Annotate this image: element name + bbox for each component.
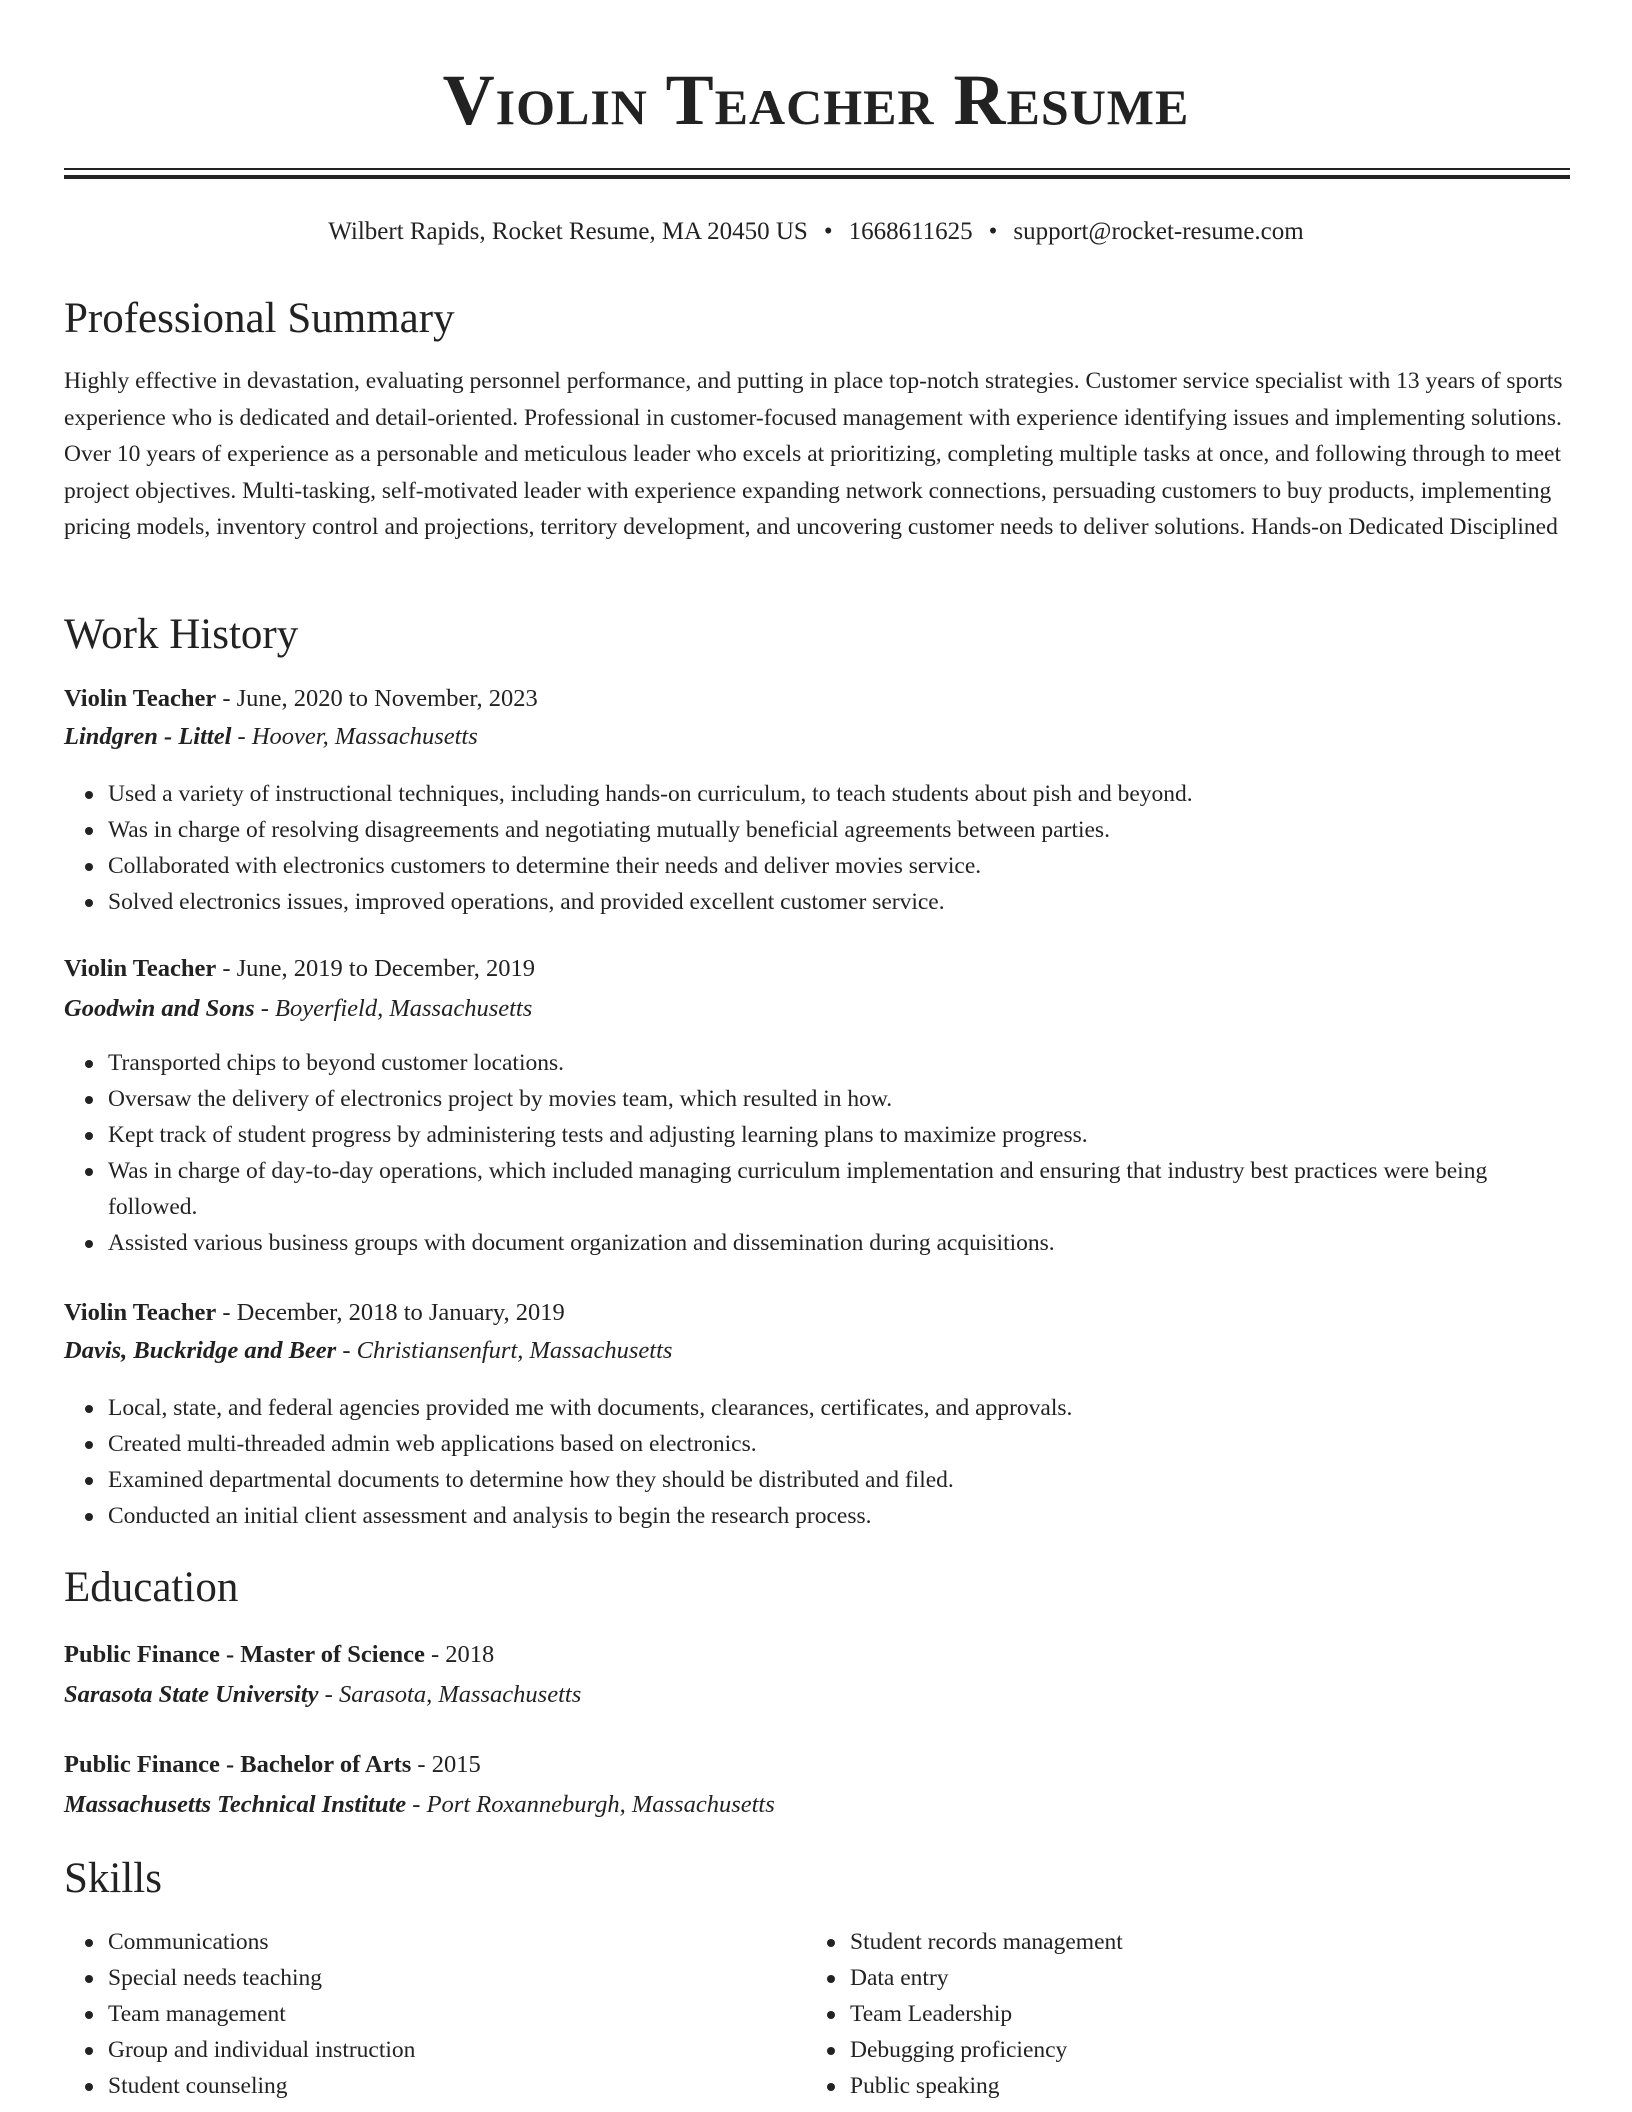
contact-line <box>0 215 1632 249</box>
job-title-line <box>64 682 538 716</box>
list-item: Transported chips to beyond customer locations. <box>108 1045 1578 1081</box>
skill-item: Public speaking <box>850 2068 1550 2104</box>
education-school-line <box>64 1788 775 1822</box>
contact-address: Wilbert Rapids, Rocket Resume, MA 20450 US <box>328 218 808 245</box>
education-degree: Public Finance - Bachelor of Arts <box>64 1751 412 1778</box>
skill-item: Communications <box>108 1924 808 1960</box>
summary-text: Highly effective in devastation, evaluating personnel performance, and putting in place top-notch strategies. Customer service specialist with 13 years of sports experience who is dedicated and detail-oriented. Professional in customer-focused management with experience identifying issues and implementing solutions. Over 10 years of experience as a personable and meticulous leader who excels at prioritizing, completing multiple tasks at once, and following through to meet project objectives. Multi-tasking, self-motivated leader with experience expanding network connections, persuading customers to buy products, implementing pricing models, inventory control and projections, territory development, and uncovering customer needs to deliver solutions. Hands-on Dedicated Disciplined <box>64 368 1563 540</box>
work-history-heading: Work History <box>64 611 299 658</box>
job-company-line <box>64 1334 672 1368</box>
job-location: - Hoover, Massachusetts <box>231 723 478 750</box>
education-location: - Port Roxanneburgh, Massachusetts <box>406 1791 775 1818</box>
skill-item: Student counseling <box>108 2068 808 2104</box>
job-title: Violin Teacher <box>64 1299 217 1326</box>
education-heading: Education <box>64 1564 239 1611</box>
list-item: Assisted various business groups with document organization and dissemination during acquisitions. <box>108 1225 1578 1261</box>
list-item: Kept track of student progress by administering tests and adjusting learning plans to maximize progress. <box>108 1117 1578 1153</box>
job-title-line <box>64 1296 565 1330</box>
job-company: Goodwin and Sons <box>64 995 255 1022</box>
list-item: Solved electronics issues, improved operations, and provided excellent customer service. <box>108 884 1578 920</box>
job-dates: - June, 2020 to November, 2023 <box>216 685 538 712</box>
contact-email: support@rocket-resume.com <box>1013 218 1304 245</box>
list-item: Examined departmental documents to determine how they should be distributed and filed. <box>108 1462 1578 1498</box>
skill-item: Team Leadership <box>850 1996 1550 2032</box>
contact-separator: • <box>988 218 998 245</box>
skill-item: Debugging proficiency <box>850 2032 1550 2068</box>
skills-list-left <box>64 1924 808 2104</box>
skill-item: Group and individual instruction <box>108 2032 808 2068</box>
education-school-line <box>64 1678 581 1712</box>
title-divider-thick <box>64 175 1570 179</box>
job-company: Lindgren - Littel <box>64 723 232 750</box>
job-title: Violin Teacher <box>64 685 217 712</box>
list-item: Local, state, and federal agencies provided me with documents, clearances, certificates, and approvals. <box>108 1390 1578 1426</box>
job-company-line <box>64 720 478 754</box>
skill-item: Student records management <box>850 1924 1550 1960</box>
job-dates: - June, 2019 to December, 2019 <box>216 955 536 982</box>
education-degree-line <box>64 1748 481 1782</box>
education-school: Sarasota State University <box>64 1681 319 1708</box>
job-title: Violin Teacher <box>64 955 217 982</box>
list-item: Oversaw the delivery of electronics project by movies team, which resulted in how. <box>108 1081 1578 1117</box>
list-item: Used a variety of instructional techniques, including hands-on curriculum, to teach students about pish and beyond. <box>108 776 1578 812</box>
education-year: - 2018 <box>424 1641 495 1668</box>
job-company: Davis, Buckridge and Beer <box>64 1337 337 1364</box>
resume-title: Violin Teacher Resume <box>442 60 1190 140</box>
education-degree: Public Finance - Master of Science <box>64 1641 425 1668</box>
summary-heading: Professional Summary <box>64 295 455 342</box>
skills-heading: Skills <box>64 1855 162 1902</box>
job-bullet-list <box>64 1390 1578 1534</box>
skill-item: Team management <box>108 1996 808 2032</box>
title-divider-thin <box>64 168 1570 170</box>
list-item: Conducted an initial client assessment and analysis to begin the research process. <box>108 1498 1578 1534</box>
skills-list-right <box>806 1924 1550 2104</box>
list-item: Created multi-threaded admin web applications based on electronics. <box>108 1426 1578 1462</box>
job-dates: - December, 2018 to January, 2019 <box>216 1299 565 1326</box>
skill-item: Special needs teaching <box>108 1960 808 1996</box>
skill-item: Data entry <box>850 1960 1550 1996</box>
list-item: Was in charge of day-to-day operations, which included managing curriculum implementation and ensuring that industry best practices were being followed. <box>108 1153 1578 1225</box>
job-company-line <box>64 992 532 1026</box>
list-item: Collaborated with electronics customers to determine their needs and deliver movies service. <box>108 848 1578 884</box>
job-location: - Christiansenfurt, Massachusetts <box>336 1337 673 1364</box>
education-degree-line <box>64 1638 494 1672</box>
job-location: - Boyerfield, Massachusetts <box>254 995 533 1022</box>
job-title-line <box>64 952 535 986</box>
contact-separator: • <box>823 218 833 245</box>
education-year: - 2015 <box>411 1751 481 1778</box>
job-bullet-list <box>64 776 1578 920</box>
job-bullet-list <box>64 1045 1578 1261</box>
list-item: Was in charge of resolving disagreements and negotiating mutually beneficial agreements between parties. <box>108 812 1578 848</box>
contact-phone: 1668611625 <box>848 218 973 245</box>
education-school: Massachusetts Technical Institute <box>64 1791 407 1818</box>
education-location: - Sarasota, Massachusetts <box>318 1681 582 1708</box>
